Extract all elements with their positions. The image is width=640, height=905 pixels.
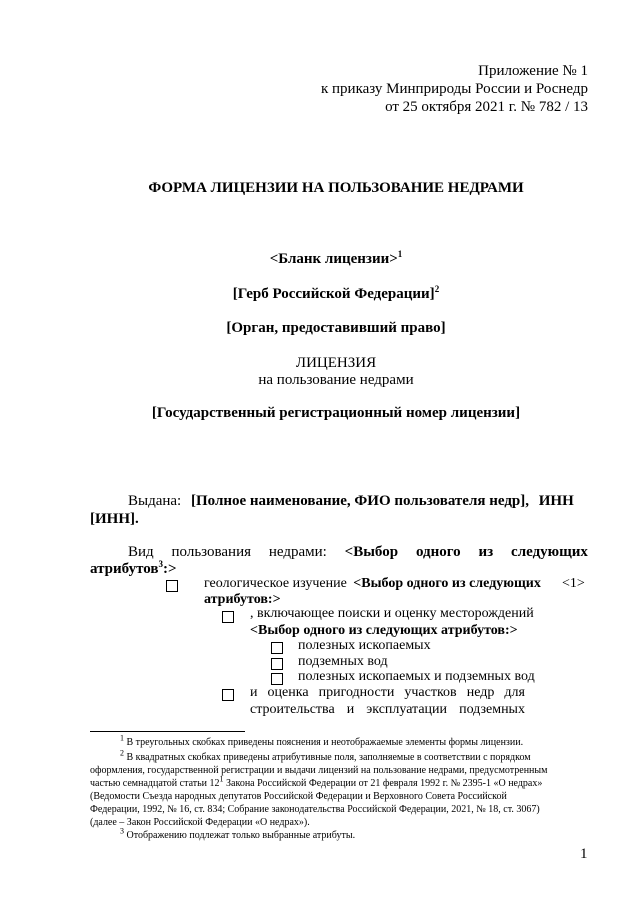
geo-study-select: <Выбор одного из следующих	[353, 576, 541, 591]
assessment-line-2	[250, 702, 525, 718]
footnote-3	[120, 826, 356, 841]
footnote-2-text: В квадратных скобках приведены атрибутивные поля, заполняемые в соответствии с порядком	[126, 752, 531, 763]
assessment-line-1	[250, 685, 525, 701]
footnote-ref-3: 3	[158, 559, 163, 569]
footnote-2-line-5: Федерации, 1992, № 16, ст. 834; Собрание законодательства Российской Федерации, 2021, № 18, ст. 3067)	[90, 804, 540, 815]
license-heading: ЛИЦЕНЗИЯ	[295, 355, 377, 371]
footnote-1-text: В треугольных скобках приведены пояснения и неотображаемые элементы формы лицензии.	[126, 737, 524, 748]
footnote-2-number: 2	[120, 748, 124, 758]
groundwater-label: подземных вод	[298, 654, 388, 669]
license-subheading: на пользование недрами	[258, 372, 414, 388]
coat-of-arms-text: [Герб Российской Федерации]	[232, 286, 435, 302]
blank-license	[16, 251, 640, 268]
article-superscript: 1	[219, 774, 224, 784]
user-name-field: [Полное наименование, ФИО пользователя недр],	[190, 493, 530, 509]
geo-study-select-2: атрибутов:>	[204, 592, 281, 607]
footnote-3-number: 3	[120, 826, 124, 836]
minerals-and-water-checkbox[interactable]	[271, 673, 283, 685]
use-type-word: следующих	[511, 544, 588, 560]
assessment-word: строительства	[250, 702, 335, 717]
footnote-2-text: частью семнадцатой статьи 12	[90, 778, 220, 789]
footnote-ref-1: 1	[397, 249, 403, 259]
use-type-word: Вид	[128, 544, 154, 560]
prospecting-checkbox[interactable]	[222, 611, 234, 623]
groundwater-checkbox[interactable]	[271, 658, 283, 670]
assessment-checkbox[interactable]	[222, 689, 234, 701]
issuing-authority: [Орган, предоставивший право]	[226, 320, 446, 336]
prospecting-select: <Выбор одного из следующих атрибутов:>	[250, 623, 518, 638]
assessment-word: пригодности	[318, 685, 395, 700]
use-type-word: пользования	[171, 544, 252, 560]
page-number: 1	[580, 846, 588, 862]
inn-label: ИНН	[538, 493, 574, 509]
footnote-3-text: Отображению подлежат только выбранные атрибуты.	[126, 830, 356, 841]
footnote-2-line-2: оформления, государственной регистрации и выдачи лицензий на пользование недрами, предусмотренным	[90, 765, 548, 776]
assessment-word: для	[504, 685, 525, 700]
minerals-and-water-label: полезных ископаемых и подземных вод	[298, 669, 535, 684]
assessment-word: участков	[404, 685, 457, 700]
issued-label: Выдана:	[128, 493, 182, 509]
use-type-end: :>	[162, 561, 177, 577]
prospecting-text: , включающее поиски и оценку месторождений	[250, 606, 534, 621]
appendix-line-1: Приложение № 1	[478, 63, 588, 79]
appendix-line-2: к приказу Минприроды России и Роснедр	[320, 81, 588, 97]
issued-line-1	[128, 493, 574, 510]
assessment-word: и	[346, 702, 355, 717]
use-type-word: <Выбор	[344, 544, 399, 560]
use-type-line-2	[90, 561, 177, 578]
assessment-word: оценка	[267, 685, 309, 700]
assessment-word: и	[250, 685, 258, 700]
blank-license-text: <Бланк лицензии>	[269, 251, 398, 267]
footnote-ref-2: 2	[434, 284, 440, 294]
registration-number: [Государственный регистрационный номер лицензии]	[151, 405, 521, 421]
geo-study-line	[204, 576, 541, 592]
footnote-2-line-3	[90, 774, 543, 789]
minerals-checkbox[interactable]	[271, 642, 283, 654]
inn-field: [ИНН].	[90, 511, 139, 527]
footnote-2-line-6: (далее – Закон Российской Федерации «О недрах»).	[90, 817, 310, 828]
use-type-line	[128, 544, 588, 561]
geo-study-text: геологическое изучение	[204, 576, 347, 591]
use-type-attributes: атрибутов	[90, 561, 159, 577]
footnote-2-text: Закона Российской Федерации от 21 февраля 1992 г. № 2395-1 «О недрах»	[223, 778, 543, 789]
footnote-2-line-4: (Ведомости Съезда народных депутатов Российской Федерации и Верховного Совета Российской	[90, 791, 507, 802]
appendix-line-3: от 25 октября 2021 г. № 782 / 13	[385, 99, 588, 115]
document-title: ФОРМА ЛИЦЕНЗИИ НА ПОЛЬЗОВАНИЕ НЕДРАМИ	[148, 180, 524, 196]
footnote-2-line-1	[120, 748, 531, 763]
coat-of-arms	[16, 286, 640, 303]
use-type-word: недрами:	[268, 544, 327, 560]
footnote-separator	[90, 731, 245, 732]
footnote-1-number: 1	[120, 733, 124, 743]
use-type-word: из	[478, 544, 494, 560]
minerals-label: полезных ископаемых	[298, 638, 431, 653]
assessment-word: недр	[466, 685, 495, 700]
assessment-word: эксплуатации	[366, 702, 448, 717]
use-type-word: одного	[415, 544, 461, 560]
footnote-1	[120, 733, 524, 748]
geo-study-marker: <1>	[562, 576, 585, 591]
assessment-word: подземных	[459, 702, 525, 717]
geo-study-checkbox[interactable]	[166, 580, 178, 592]
